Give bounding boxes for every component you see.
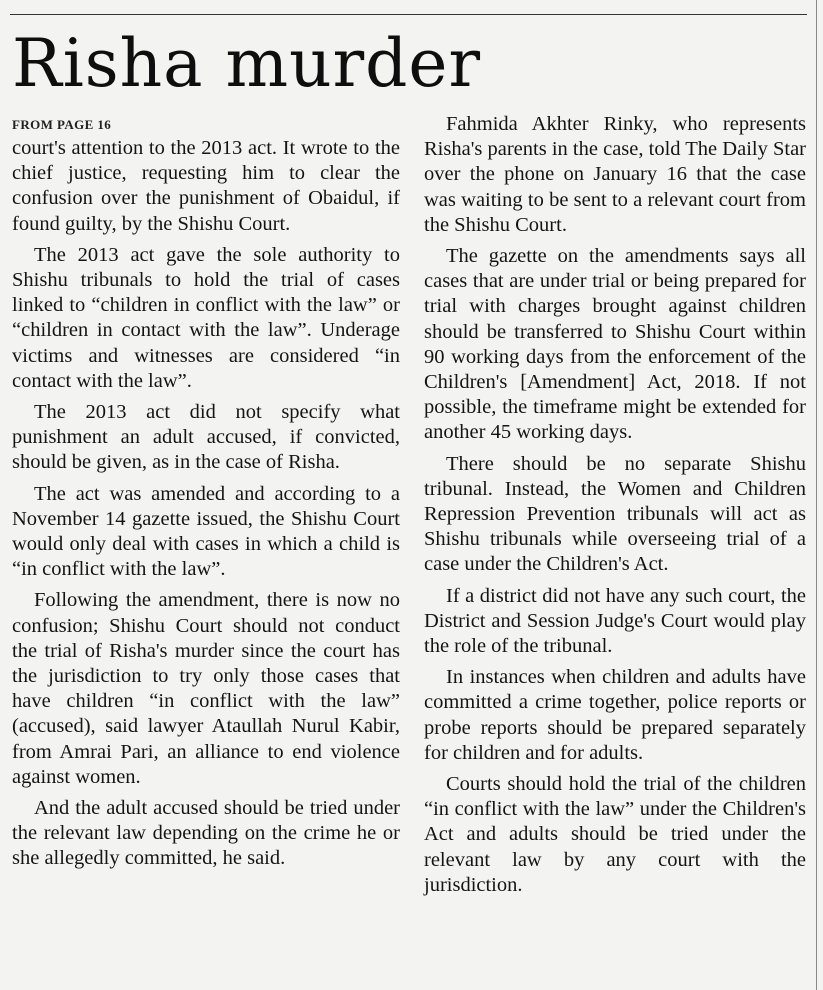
paragraph: In instances when children and adults have committed a crime together, police reports or probe reports should be prepared separately for children and for adults. xyxy=(424,666,806,764)
column-rule xyxy=(816,0,817,990)
right-column xyxy=(424,112,806,904)
paragraph: The gazette on the amendments says all cases that are under trial or being prepared for trial with charges brought against children should be transferred to Shishu Court within 90 working days from the enforcement of the Children's [Amendment] Act, 2018. If not possible, the timeframe might be extended for another 45 working days. xyxy=(424,245,806,444)
paragraph: If a district did not have any such court, the District and Session Judge's Court would play the role of the tribunal. xyxy=(424,584,806,658)
paragraph: The 2013 act did not specify what punishment an adult accused, if convicted, should be given, as in the case of Risha. xyxy=(12,401,400,474)
paragraph: The 2013 act gave the sole authority to Shishu tribunals to hold the trial of cases linked to “children in conflict with the law” or “children in contact with the law”. Underage victims and witnesses are considered “in contact with the law”. xyxy=(12,243,400,392)
headline: Risha murder xyxy=(12,25,482,102)
left-column xyxy=(12,112,400,878)
paragraph: There should be no separate Shishu tribunal. Instead, the Women and Children Repression Prevention tribunals will act as Shishu tribunals while overseeing trial of a case under the Children's Act. xyxy=(424,452,806,576)
paragraph: Fahmida Akhter Rinky, who represents Risha's parents in the case, told The Daily Star over the phone on January 16 that the case was waiting to be sent to a relevant court from the Shishu Court. xyxy=(424,113,806,236)
continuation-label: FROM PAGE 16 xyxy=(12,117,112,132)
paragraph: The act was amended and according to a November 14 gazette issued, the Shishu Court would only deal with cases in which a child is “in conflict with the law”. xyxy=(12,482,400,581)
top-rule xyxy=(10,14,807,15)
paragraph: Courts should hold the trial of the children “in conflict with the law” under the Children's Act and adults should be tried under the relevant law by any court with the jurisdiction. xyxy=(424,773,806,896)
paragraph: court's attention to the 2013 act. It wrote to the chief justice, requesting him to clear the confusion over the punishment of Obaidul, if found guilty, by the Shishu Court. xyxy=(12,137,400,235)
paragraph: And the adult accused should be tried under the relevant law depending on the crime he or she allegedly committed, he said. xyxy=(12,797,400,870)
paragraph: Following the amendment, there is now no confusion; Shishu Court should not conduct the trial of Risha's murder since the court has the jurisdiction to try only those cases that have children “in conflict with the law” (accused), said lawyer Ataullah Nurul Kabir, from Amrai Pari, an alliance to end violence against women. xyxy=(12,589,400,788)
